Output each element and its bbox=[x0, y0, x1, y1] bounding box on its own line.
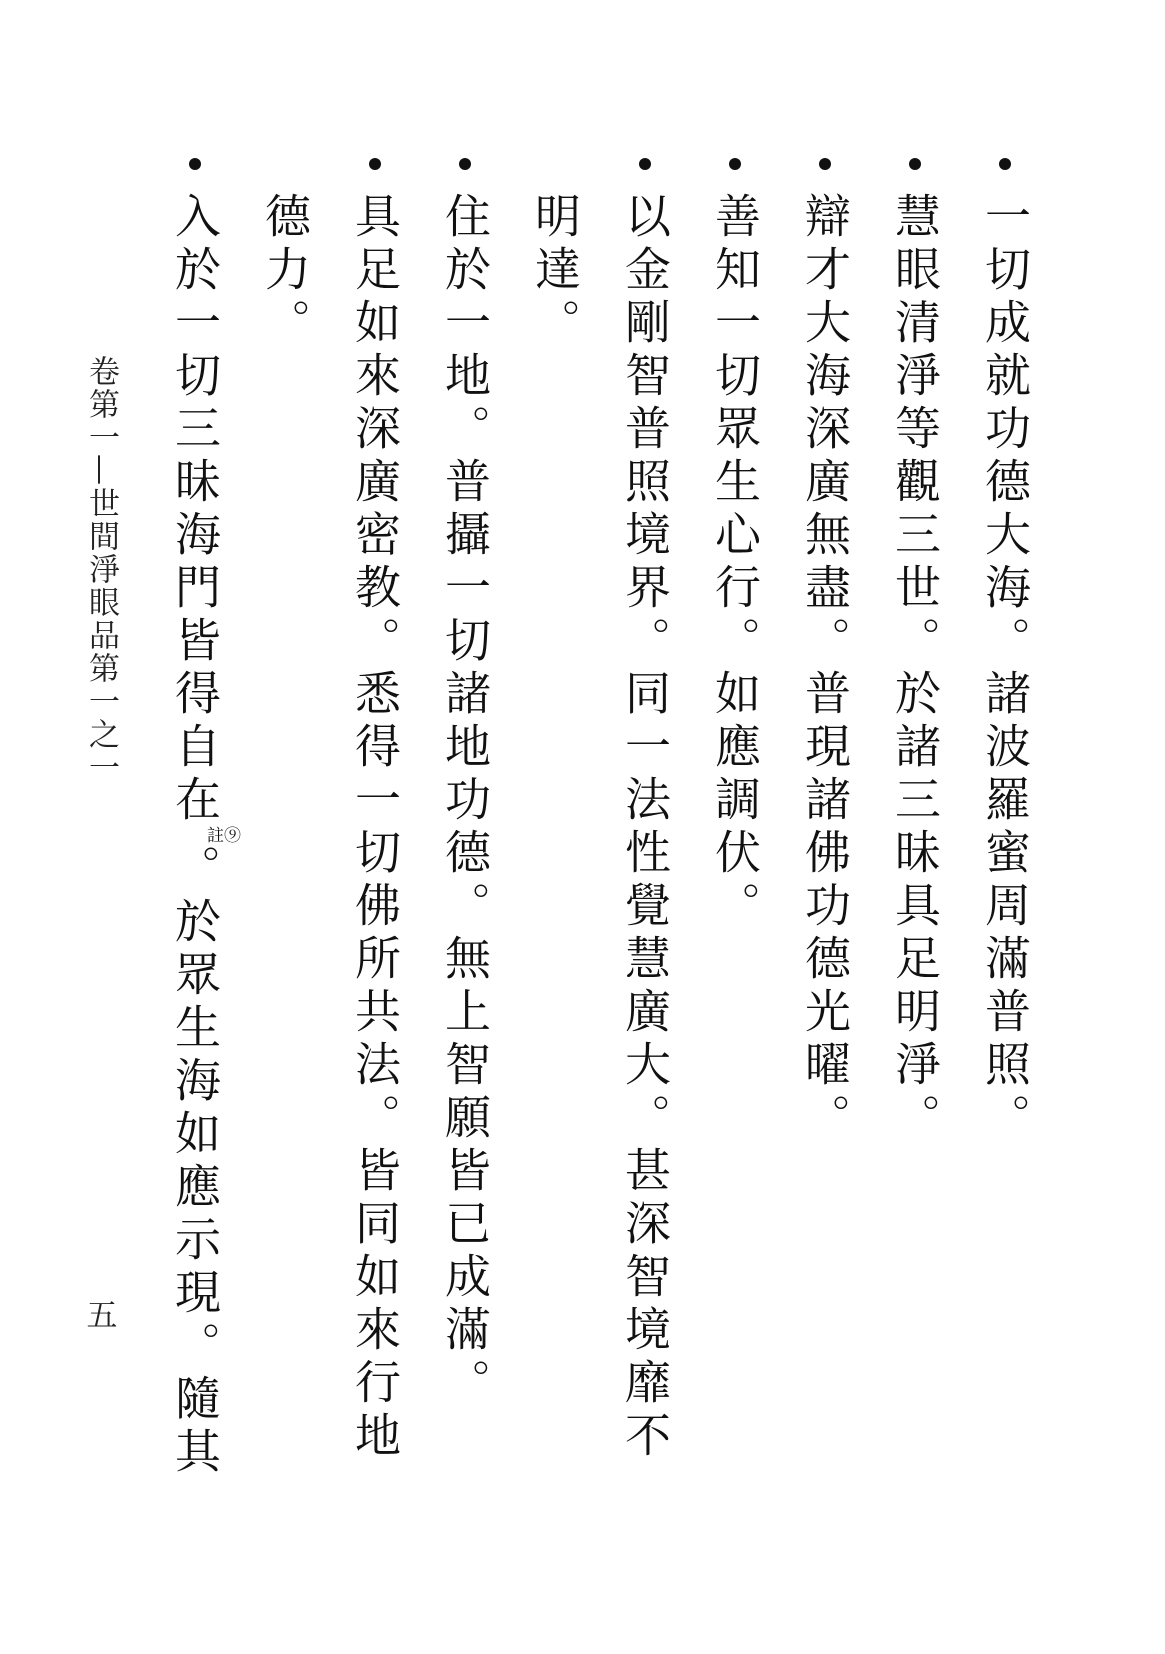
text-column-3 bbox=[785, 140, 865, 1151]
bullet-dot bbox=[639, 158, 651, 170]
text-column-6 bbox=[515, 192, 595, 356]
column-text-after-note: 。於眾生海如應示現。隨其 bbox=[168, 844, 222, 1480]
column-text-before-note: 入於一切三昧海門皆得自在 bbox=[168, 192, 222, 828]
text-column-4 bbox=[695, 140, 775, 939]
column-text: 明達。 bbox=[528, 192, 582, 351]
chapter-footer: 卷第一—世間淨眼品第一之一 bbox=[83, 355, 119, 784]
bullet-dot bbox=[729, 158, 741, 170]
text-column-7 bbox=[425, 140, 505, 1416]
column-text: 住於一地。普攝一切諸地功德。無上智願皆已成滿。 bbox=[438, 192, 492, 1411]
page-number: 五 bbox=[86, 1298, 118, 1334]
column-text: 一切成就功德大海。諸波羅蜜周滿普照。 bbox=[978, 192, 1032, 1146]
bullet-dot bbox=[999, 158, 1011, 170]
column-text: 具足如來深廣密教。悉得一切佛所共法。皆同如來行地 bbox=[348, 192, 402, 1464]
column-text: 辯才大海深廣無盡。普現諸佛功德光曜。 bbox=[798, 192, 852, 1146]
text-column-9 bbox=[245, 192, 325, 356]
column-text: 德力。 bbox=[258, 192, 312, 351]
text-column-5 bbox=[605, 140, 685, 1469]
bullet-dot bbox=[369, 158, 381, 170]
bullet-dot bbox=[189, 158, 201, 170]
bullet-dot bbox=[909, 158, 921, 170]
text-column-10 bbox=[155, 140, 241, 1485]
text-column-1 bbox=[965, 140, 1045, 1151]
footnote-marker: 註⑨ bbox=[207, 826, 241, 846]
text-column-8 bbox=[335, 140, 415, 1469]
column-text bbox=[155, 192, 241, 1480]
bullet-dot bbox=[819, 158, 831, 170]
text-column-2 bbox=[875, 140, 955, 1151]
bullet-dot bbox=[459, 158, 471, 170]
column-text: 慧眼清淨等觀三世。於諸三昧具足明淨。 bbox=[888, 192, 942, 1146]
column-text: 善知一切眾生心行。如應調伏。 bbox=[708, 192, 762, 934]
column-text: 以金剛智普照境界。同一法性覺慧廣大。甚深智境靡不 bbox=[618, 192, 672, 1464]
